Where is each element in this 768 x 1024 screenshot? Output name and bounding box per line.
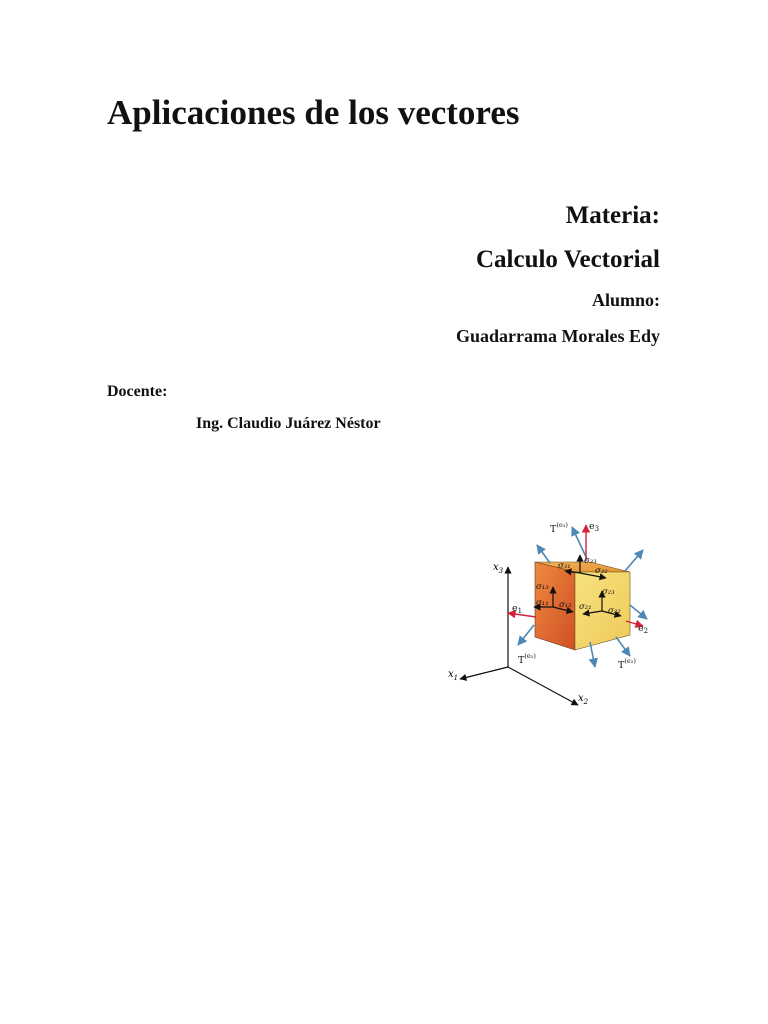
subject-label: Materia: <box>565 202 660 229</box>
x3-axis-label: $x_3$ <box>493 562 504 575</box>
e2-label: $e_2$ <box>638 623 649 635</box>
traction-top-label: $T^{(e_3)}$ <box>550 521 568 535</box>
traction-arrow <box>616 637 630 656</box>
traction-arrow <box>630 605 647 619</box>
traction-arrow <box>518 625 534 645</box>
traction-arrow <box>590 642 595 667</box>
x1-axis <box>460 667 508 679</box>
e3-label: $e_3$ <box>589 521 600 533</box>
sigma-31-label: σ₃₁ <box>558 561 571 571</box>
e1-label: $e_1$ <box>512 603 523 615</box>
traction-arrow <box>537 545 550 563</box>
traction-left-label: $T^{(e_2)}$ <box>518 652 536 666</box>
student-label: Alumno: <box>591 290 660 310</box>
traction-arrow <box>625 550 643 571</box>
sigma-21-label: σ₂₁ <box>579 602 592 612</box>
x2-axis-label: $x_2$ <box>578 693 589 706</box>
sigma-23-label: σ₂₃ <box>602 587 615 597</box>
sigma-33-label: σ₃₃ <box>584 556 597 566</box>
sigma-12-label: σ₁₂ <box>559 600 572 610</box>
stress-cube-diagram <box>440 515 660 715</box>
x2-axis <box>508 667 578 705</box>
student-name: Guadarrama Morales Edy <box>456 326 660 346</box>
traction-right-label: $T^{(e_2)}$ <box>618 657 636 671</box>
sigma-32-label: σ₃₂ <box>595 566 608 576</box>
subject-value: Calculo Vectorial <box>475 246 660 273</box>
traction-arrow <box>572 527 587 559</box>
sigma-13-label: σ₁₃ <box>536 582 549 592</box>
sigma-11-label: σ₁₁ <box>536 598 549 608</box>
page-title: Aplicaciones de los vectores <box>107 93 520 132</box>
x1-axis-label: $x_1$ <box>448 669 459 682</box>
stress-tensor-figure <box>440 515 660 715</box>
sigma-22-label: σ₂₂ <box>608 606 621 616</box>
teacher-label: Docente: <box>107 383 168 400</box>
teacher-name: Ing. Claudio Juárez Néstor <box>196 415 381 432</box>
